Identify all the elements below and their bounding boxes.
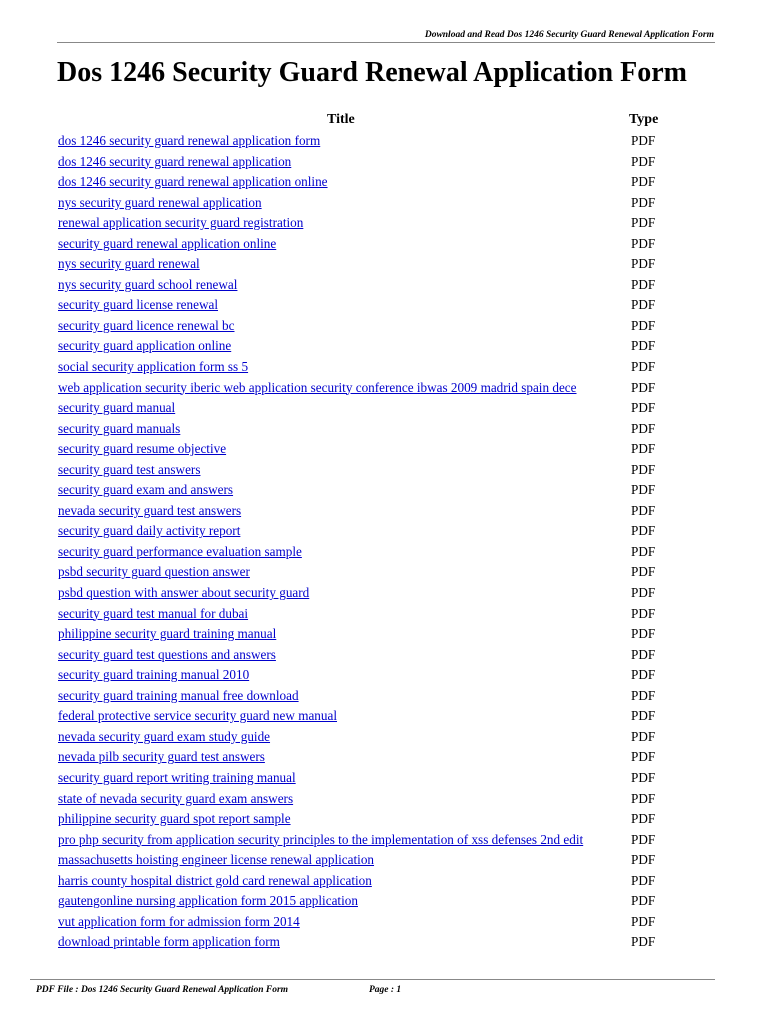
list-item xyxy=(0,562,770,583)
footer-page-number: Page : 1 xyxy=(369,985,402,995)
list-item xyxy=(0,336,770,357)
document-title-link[interactable]: dos 1246 security guard renewal application form xyxy=(58,133,321,148)
document-title-link[interactable]: security guard report writing training manual xyxy=(58,769,296,785)
footer-file-label: PDF File : Dos 1246 Security Guard Renewal Application Form xyxy=(36,985,289,995)
list-item xyxy=(0,378,770,399)
header-text: Download and Read Dos 1246 Security Guard Renewal Application Form xyxy=(424,30,714,40)
document-type-label: PDF xyxy=(631,379,656,395)
document-title-link[interactable]: security guard manual xyxy=(58,400,176,416)
document-type-label: PDF xyxy=(631,831,656,847)
document-title-link[interactable]: nys security guard school renewal xyxy=(58,276,238,292)
document-title-link[interactable]: psbd security guard question answer xyxy=(58,564,250,580)
document-title-link[interactable]: federal protective service security guard new manual xyxy=(58,708,338,724)
document-type-label: PDF xyxy=(631,276,656,292)
document-type-label: PDF xyxy=(631,338,656,354)
document-title-link[interactable]: nevada security guard exam study guide xyxy=(58,728,271,744)
list-item xyxy=(0,275,770,296)
column-header-type: Type xyxy=(629,112,659,127)
list-item xyxy=(0,624,770,645)
list-item xyxy=(0,809,770,830)
document-type-label: PDF xyxy=(631,708,656,724)
document-type-label: PDF xyxy=(631,420,656,436)
document-title-link[interactable]: security guard exam and answers xyxy=(58,482,234,498)
document-title-link[interactable]: security guard licence renewal bc xyxy=(58,317,235,333)
document-title-link[interactable]: nevada security guard test answers xyxy=(58,502,242,518)
document-title-link[interactable]: security guard training manual 2010 xyxy=(58,667,250,683)
document-type-label: PDF xyxy=(631,893,656,909)
list-item xyxy=(0,768,770,789)
list-item xyxy=(0,398,770,419)
document-title-link[interactable]: massachusetts hoisting engineer license renewal application xyxy=(58,852,375,868)
document-title-link[interactable]: security guard training manual free download xyxy=(58,687,299,703)
document-type-label: PDF xyxy=(631,482,656,498)
list-item xyxy=(0,604,770,625)
document-type-label: PDF xyxy=(631,872,656,888)
document-title-link[interactable]: security guard test questions and answers xyxy=(58,646,276,662)
document-type-label: PDF xyxy=(631,728,656,744)
list-item xyxy=(0,234,770,255)
document-type-label: PDF xyxy=(631,297,656,313)
document-type-label: PDF xyxy=(631,852,656,868)
document-title-link[interactable]: philippine security guard training manual xyxy=(58,626,277,642)
list-item xyxy=(0,686,770,707)
document-type-label: PDF xyxy=(631,317,656,333)
document-type-label: PDF xyxy=(631,749,656,765)
document-type-label: PDF xyxy=(631,811,656,827)
list-item xyxy=(0,665,770,686)
document-type-label: PDF xyxy=(631,461,656,477)
document-title-link[interactable]: pro php security from application security principles to the implementation of xss defenses 2nd edit xyxy=(58,831,584,847)
list-item xyxy=(0,789,770,810)
document-title-link[interactable]: security guard manuals xyxy=(58,420,181,436)
document-title-link[interactable]: security guard application online xyxy=(58,338,232,354)
document-title-link[interactable]: web application security iberic web application security conference ibwas 2009 madrid spain dece xyxy=(58,379,577,395)
document-title-link[interactable]: social security application form ss 5 xyxy=(58,359,249,375)
list-item xyxy=(0,891,770,912)
document-type-label: PDF xyxy=(631,400,656,416)
document-list xyxy=(0,131,770,953)
list-item xyxy=(0,645,770,666)
document-title-link[interactable]: security guard license renewal xyxy=(58,297,219,313)
page-title: Dos 1246 Security Guard Renewal Application Form xyxy=(57,57,687,88)
list-item xyxy=(0,747,770,768)
list-item xyxy=(0,152,770,173)
column-header-title: Title xyxy=(327,112,355,127)
document-type-label: PDF xyxy=(631,585,656,601)
document-title-link[interactable]: philippine security guard spot report sample xyxy=(58,811,291,827)
document-title-link[interactable]: harris county hospital district gold card renewal application xyxy=(58,872,372,888)
document-type-label: PDF xyxy=(631,543,656,559)
list-item xyxy=(0,727,770,748)
header-divider xyxy=(57,42,715,43)
document-type-label: PDF xyxy=(631,153,656,169)
document-type-label: PDF xyxy=(631,934,656,950)
list-item xyxy=(0,501,770,522)
list-item xyxy=(0,932,770,953)
document-type-label: PDF xyxy=(631,605,656,621)
document-title-link[interactable]: security guard renewal application online xyxy=(58,235,277,251)
list-item xyxy=(0,583,770,604)
document-title-link[interactable]: security guard test answers xyxy=(58,461,201,477)
list-item xyxy=(0,460,770,481)
document-title-link[interactable]: vut application form for admission form 2014 xyxy=(58,913,300,929)
document-type-label: PDF xyxy=(631,194,656,210)
document-type-label: PDF xyxy=(631,913,656,929)
document-type-label: PDF xyxy=(631,790,656,806)
list-item xyxy=(0,295,770,316)
list-item xyxy=(0,706,770,727)
list-item xyxy=(0,193,770,214)
list-item xyxy=(0,213,770,234)
document-type-label: PDF xyxy=(631,235,656,251)
list-item xyxy=(0,131,770,152)
list-item xyxy=(0,172,770,193)
list-item xyxy=(0,830,770,851)
document-type-label: PDF xyxy=(631,256,656,272)
document-title-link[interactable]: security guard performance evaluation sample xyxy=(58,543,302,559)
list-item xyxy=(0,357,770,378)
document-type-label: PDF xyxy=(631,215,656,231)
document-title-link[interactable]: security guard daily activity report xyxy=(58,523,241,539)
list-item xyxy=(0,254,770,275)
document-type-label: PDF xyxy=(631,769,656,785)
document-title-link[interactable]: dos 1246 security guard renewal application online xyxy=(58,174,328,190)
document-title-link[interactable]: dos 1246 security guard renewal application xyxy=(58,153,292,169)
document-type-label: PDF xyxy=(631,359,656,375)
list-item xyxy=(0,419,770,440)
document-type-label: PDF xyxy=(631,564,656,580)
footer-divider xyxy=(30,979,715,980)
document-title-link[interactable]: nevada pilb security guard test answers xyxy=(58,749,265,765)
list-item xyxy=(0,316,770,337)
document-title-link[interactable]: security guard resume objective xyxy=(58,441,227,457)
list-item xyxy=(0,912,770,933)
list-item xyxy=(0,850,770,871)
document-type-label: PDF xyxy=(631,667,656,683)
list-item xyxy=(0,439,770,460)
document-title-link[interactable]: state of nevada security guard exam answers xyxy=(58,790,294,806)
document-type-label: PDF xyxy=(631,523,656,539)
document-title-link[interactable]: security guard test manual for dubai xyxy=(58,605,249,621)
document-type-label: PDF xyxy=(631,687,656,703)
document-type-label: PDF xyxy=(631,646,656,662)
list-item xyxy=(0,542,770,563)
document-type-label: PDF xyxy=(631,133,656,148)
document-title-link[interactable]: gautengonline nursing application form 2015 application xyxy=(58,893,358,909)
document-title-link[interactable]: renewal application security guard registration xyxy=(58,215,304,231)
document-title-link[interactable]: nys security guard renewal xyxy=(58,256,200,272)
document-title-link[interactable]: download printable form application form xyxy=(58,934,280,950)
document-type-label: PDF xyxy=(631,441,656,457)
document-title-link[interactable]: psbd question with answer about security guard xyxy=(58,585,310,601)
document-type-label: PDF xyxy=(631,502,656,518)
document-title-link[interactable]: nys security guard renewal application xyxy=(58,194,262,210)
list-item xyxy=(0,871,770,892)
list-item xyxy=(0,480,770,501)
list-item xyxy=(0,521,770,542)
document-type-label: PDF xyxy=(631,626,656,642)
document-type-label: PDF xyxy=(631,174,656,190)
